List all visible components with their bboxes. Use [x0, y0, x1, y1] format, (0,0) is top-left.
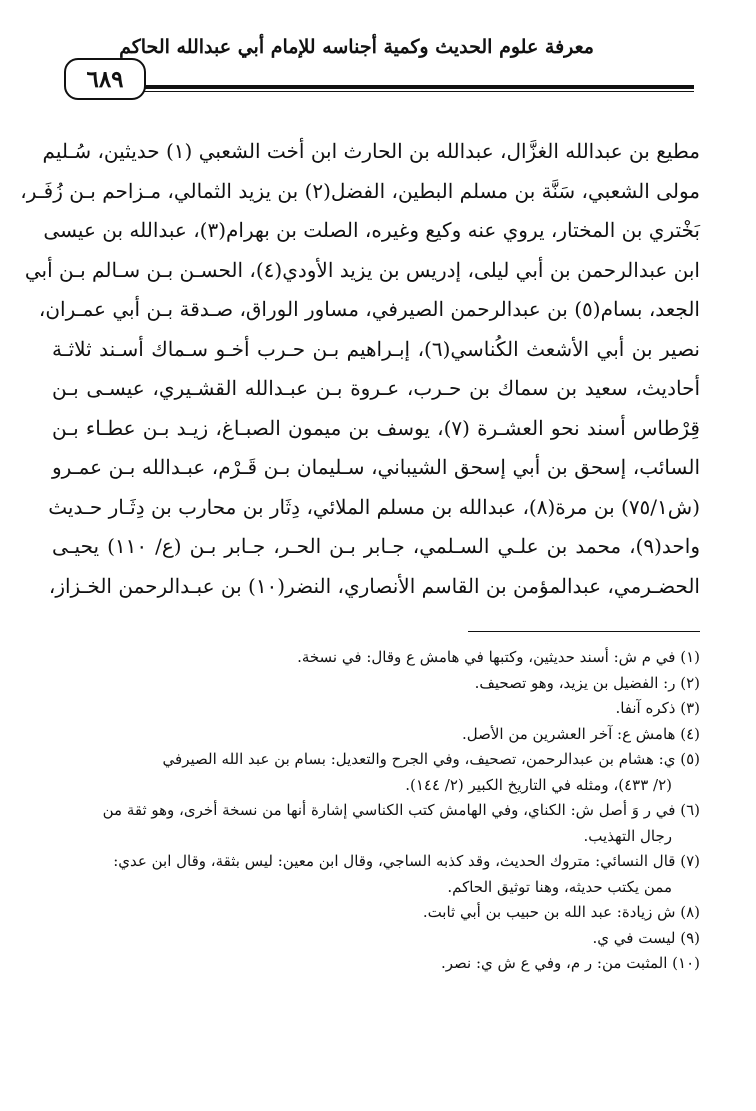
footnote-continuation: ممن يكتب حديثه، وهنا توثيق الحاكم. [447, 877, 672, 896]
footnote: (٣) ذكره آنفا. [615, 699, 700, 717]
text-line: نصير بن أبي الأشعث الكُناسي(٦)، إبـراهيم بـن حـرب أخـو سـماك أسـند ثلاثـة [52, 336, 700, 361]
footnote: (٨) ش زيادة: عبد الله بن حبيب بن أبي ثابت. [422, 903, 700, 921]
page-number-box [64, 58, 146, 100]
running-header-title: معرفة علوم الحديث وكمية أجناسه للإمام أبي عبدالله الحاكم [119, 36, 594, 58]
footnote-continuation: رجال التهذيب. [583, 826, 672, 845]
text-line: الجعد، بسام(٥) بن عبدالرحمن الصيرفي، مساور الوراق، صـدقة بـن أبي عمـران، [38, 297, 700, 321]
main-text [20, 132, 700, 606]
footnotes [52, 645, 700, 977]
page-number: ٦٨٩ [86, 65, 124, 93]
footnote-separator [468, 631, 700, 632]
text-line: الحضـرمي، عبدالمؤمن بن القاسم الأنصاري، النضر(١٠) بن عبـدالرحمن الخـزاز، [48, 573, 700, 598]
text-line: مولى الشعبي، سَنَّة بن مسلم البطين، الفضل(٢) بن يزيد الثمالي، مـزاحم بـن زُفَـر، [20, 178, 700, 203]
footnote: (٥) ي: هشام بن عبدالرحمن، تصحيف، وفي الجرح والتعديل: بسام بن عبد الله الصيرفي [162, 750, 700, 768]
footnote-continuation: (٢/ ٤٣٣)، ومثله في التاريخ الكبير (٢/ ١٤٤). [405, 775, 672, 794]
text-line: واحد(٩)، محمد بن علـي السـلمي، جـابر بـن الحـر، جـابر بـن (ع/ ١١٠) يحيـى [52, 534, 700, 558]
header-rule-thin [140, 91, 694, 92]
footnote: (١٠) المثبت من: ر م، وفي ع ش ي: نصر. [440, 954, 700, 972]
text-line: السائب، إسحق بن أبي إسحق الشيباني، سـليمان بـن قَـرْم، عبـدالله بـن عمـرو [52, 455, 700, 479]
footnote: (٢) ر: الفضيل بن يزيد، وهو تصحيف. [474, 673, 700, 692]
footnote: (٦) في ر وَ أصل ش: الكناي، وفي الهامش كتب الكناسي إشارة أنها من نسخة أخرى، وهو ثقة من [102, 801, 700, 819]
text-line: مطيع بن عبدالله الغزَّال، عبدالله بن الحارث ابن أخت الشعبي (١) حديثين، سُـليم [42, 139, 700, 163]
text-line: بَخْتري بن المختار، يروي عنه وكيع وغيره، الصلت بن بهرام(٣)، عبدالله بن عيسى [43, 218, 700, 242]
text-line: قِرْطاس أسند نحو العشـرة (٧)، يوسف بن ميمون الصبـاغ، زيـد بـن عطـاء بـن [52, 415, 700, 440]
footnote: (٤) هامش ع: آخر العشرين من الأصل. [461, 724, 700, 743]
footnote: (٩) ليست في ي. [592, 928, 700, 947]
text-line: أحاديث، سعيد بن سماك بن حـرب، عـروة بـن عبـدالله القشـيري، عيسـى بـن [52, 376, 700, 400]
footnote: (١) في م ش: أسند حديثين، وكتبها في هامش ع وقال: في نسخة. [297, 648, 700, 666]
text-line: (ش٧٥/١) بن مرة(٨)، عبدالله بن مسلم الملائي، دِثَار بن محارب بن دِثَـار حـديث [48, 494, 700, 519]
footnote: (٧) قال النسائي: متروك الحديث، وقد كذبه الساجي، وقال ابن معين: ليس بثقة، وقال ابن عدي: [113, 852, 700, 870]
header-rule-thick [140, 85, 694, 89]
text-line: ابن عبدالرحمن بن أبي ليلى، إدريس بن يزيد الأودي(٤)، الحسـن بـن سـالم بـن أبي [24, 257, 700, 282]
